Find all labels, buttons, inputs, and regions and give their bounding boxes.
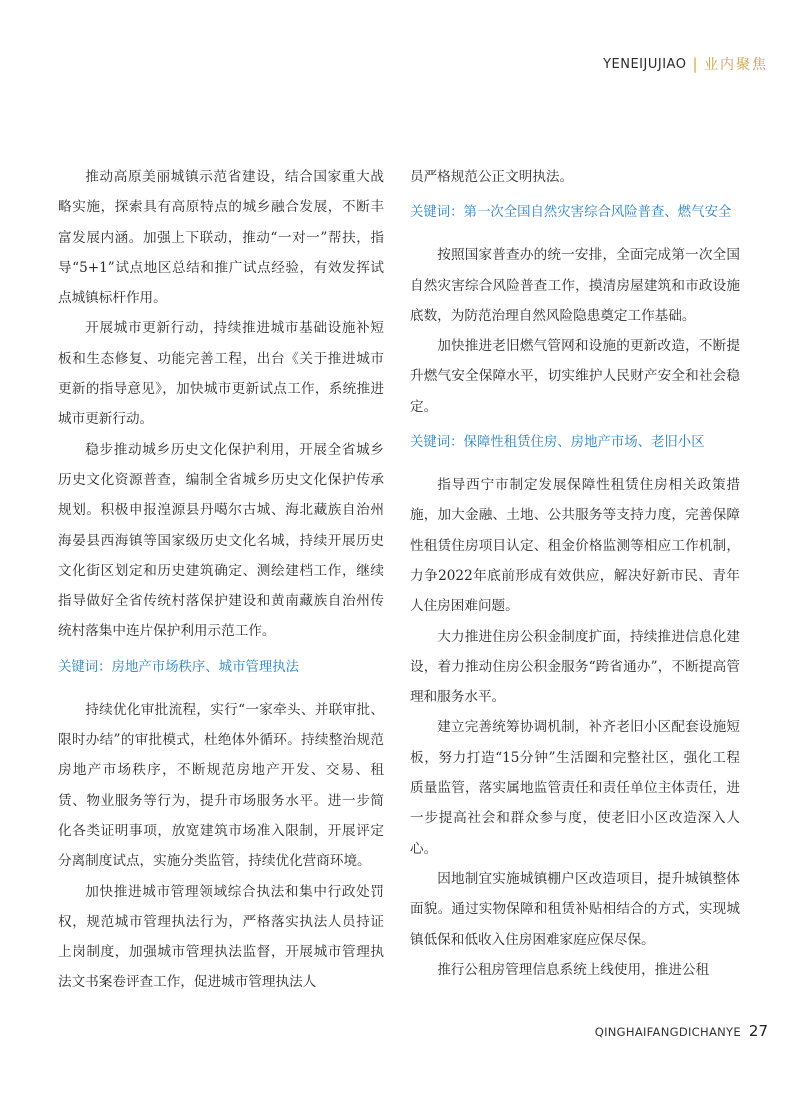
- right-column: [410, 162, 740, 985]
- paragraph-continued: 员严格规范公正文明执法。: [410, 169, 574, 185]
- page-footer: [595, 1022, 768, 1040]
- keyword-heading: 关键词：保障性租赁住房、房地产市场、老旧小区: [410, 435, 705, 451]
- page-header: [603, 54, 768, 74]
- paragraph: 指导西宁市制定发展保障性租赁住房相关政策措施，加大金融、土地、公共服务等支持力度，完善保障性租赁住房项目认定、租金价格监测等相应工作机制，力争2022年底前形成有效供应，解决好新市民、青年人住房困难问题。: [410, 477, 740, 615]
- paragraph: 大力推进住房公积金制度扩面，持续推进信息化建设，着力推动住房公积金服务“跨省通办”，不断提高管理和服务水平。: [410, 628, 740, 706]
- header-section-title: 业内聚焦: [704, 57, 768, 73]
- left-column: [58, 162, 384, 998]
- page-number: 27: [748, 1022, 768, 1040]
- keyword-heading: 关键词：第一次全国自然灾害综合风险普查、燃气安全: [410, 205, 732, 221]
- paragraph: 开展城市更新行动，持续推进城市基础设施补短板和生态修复、功能完善工程，出台《关于推进城市更新的指导意见》，加快城市更新试点工作，系统推进城市更新行动。: [58, 320, 384, 428]
- paragraph: 持续优化审批流程，实行“一家牵头、并联审批、限时办结”的审批模式，杜绝体外循环。持续整治规范房地产市场秩序，不断规范房地产开发、交易、租赁、物业服务等行为，提升市场服务水平。进一步简化各类证明事项，放宽建筑市场准入限制，开展评定分离制度试点，实施分类监管，持续优化营商环境。: [58, 701, 384, 870]
- paragraph: 因地制宜实施城镇棚户区改造项目，提升城镇整体面貌。通过实物保障和租赁补贴相结合的方式，实现城镇低保和低收入住房困难家庭应保尽保。: [410, 870, 740, 948]
- paragraph: 加快推进城市管理领域综合执法和集中行政处罚权，规范城市管理执法行为，严格落实执法人员持证上岗制度，加强城市管理执法监督，开展城市管理执法文书案卷评查工作，促进城市管理执法人: [58, 883, 384, 991]
- paragraph: 建立完善统筹协调机制，补齐老旧小区配套设施短板，努力打造“15分钟”生活圈和完整社区，强化工程质量监管，落实属地监管责任和责任单位主体责任，进一步提高社会和群众参与度，使老旧小区改造深入人心。: [410, 719, 740, 857]
- paragraph: 推动高原美丽城镇示范省建设，结合国家重大战略实施，探索具有高原特点的城乡融合发展，不断丰富发展内涵。加强上下联动，推动“一对一”帮扶，指导“5+1”试点地区总结和推广试点经验，有效发挥试点城镇标杆作用。: [58, 169, 384, 307]
- paragraph: 推行公租房管理信息系统上线使用，推进公租: [437, 961, 710, 978]
- header-separator: |: [692, 55, 698, 73]
- header-magazine-name: YENEIJUJIAO: [603, 56, 687, 72]
- paragraph: 按照国家普查办的统一安排，全面完成第一次全国自然灾害综合风险普查工作，摸清房屋建筑和市政设施底数，为防范治理自然风险隐患奠定工作基础。: [410, 247, 740, 324]
- keyword-heading: 关键词：房地产市场秩序、城市管理执法: [58, 659, 300, 675]
- paragraph: 加快推进老旧燃气管网和设施的更新改造，不断提升燃气安全保障水平，切实维护人民财产安全和社会稳定。: [410, 338, 740, 415]
- paragraph: 稳步推动城乡历史文化保护利用，开展全省城乡历史文化资源普查，编制全省城乡历史文化保护传承规划。积极申报湟源县丹噶尔古城、海北藏族自治州海晏县西海镇等国家级历史文化名城，持续开展历史文化街区划定和历史建筑确定、测绘建档工作，继续指导做好全省传统村落保护建设和黄南藏族自治州传统村落集中连片保护利用示范工作。: [58, 441, 384, 640]
- footer-magazine-name: QINGHAIFANGDICHANYE: [594, 1025, 741, 1039]
